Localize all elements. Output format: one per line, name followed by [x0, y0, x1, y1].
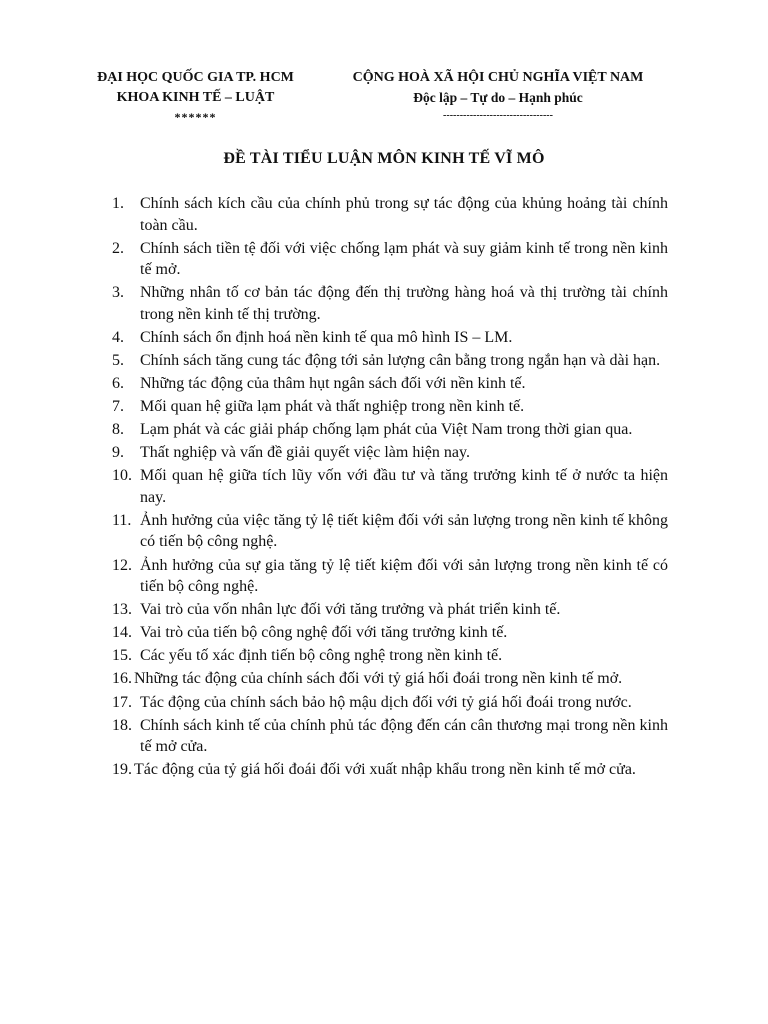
topic-text: Mối quan hệ giữa tích lũy vốn với đầu tư và tăng trưởng kinh tế ở nước ta hiện nay.: [140, 467, 668, 506]
topic-text: Ảnh hưởng của sự gia tăng tỷ lệ tiết kiệm đối với sản lượng trong nền kinh tế có tiến bộ công nghệ.: [140, 556, 668, 596]
faculty-name: KHOA KINH TẾ – LUẬT: [116, 90, 275, 105]
topic-number: 9.: [112, 444, 124, 462]
topic-number: 5.: [112, 351, 124, 369]
national-motto: Độc lập – Tự do – Hạnh phúc: [413, 90, 583, 105]
topic-number: 14.: [112, 624, 132, 642]
header-rule: ---------------------------------: [443, 110, 553, 121]
topic-item: [112, 759, 668, 781]
topic-item: [112, 692, 668, 714]
topic-text: Chính sách kích cầu của chính phủ trong sự tác động của khủng hoảng tài chính toàn cầu.: [140, 195, 668, 234]
topic-item: [112, 465, 668, 508]
topic-text: Tác động của chính sách bảo hộ mậu dịch đối với tỷ giá hối đoái trong nước.: [140, 693, 632, 711]
topic-number: 10.: [112, 467, 132, 485]
topic-number: 2.: [112, 239, 124, 257]
university-name: ĐẠI HỌC QUỐC GIA TP. HCM: [97, 70, 294, 85]
topic-number: 4.: [112, 328, 124, 346]
topic-item: [112, 396, 668, 418]
topic-number: 19.: [112, 761, 132, 779]
topic-item: [112, 419, 668, 441]
topic-item: [112, 555, 668, 598]
topic-text: Lạm phát và các giải pháp chống lạm phát của Việt Nam trong thời gian qua.: [140, 421, 633, 439]
header-stars: ******: [174, 110, 217, 124]
topic-text: Thất nghiệp và vấn đề giải quyết việc làm hiện nay.: [140, 444, 470, 462]
topic-number: 8.: [112, 421, 124, 439]
topic-number: 12.: [112, 556, 132, 574]
national-header: [338, 68, 658, 122]
topic-text: Vai trò của tiến bộ công nghệ đối với tăng trưởng kinh tế.: [140, 624, 508, 642]
topic-number: 16.: [112, 670, 132, 688]
topic-number: 18.: [112, 716, 132, 734]
document-title: ĐỀ TÀI TIỂU LUẬN MÔN KINH TẾ VĨ MÔ: [223, 150, 545, 167]
topic-number: 7.: [112, 398, 124, 416]
topic-number: 15.: [112, 647, 132, 665]
topic-text: Vai trò của vốn nhân lực đối với tăng trưởng và phát triển kinh tế.: [140, 601, 561, 619]
topic-item: [112, 668, 668, 690]
topic-number: 13.: [112, 601, 132, 619]
topic-text: Ảnh hưởng của việc tăng tỷ lệ tiết kiệm đối với sản lượng trong nền kinh tế không có tiến bộ công nghệ.: [140, 511, 668, 551]
topic-text: Mối quan hệ giữa lạm phát và thất nghiệp trong nền kinh tế.: [140, 398, 525, 416]
topic-text: Chính sách kinh tế của chính phủ tác động đến cán cân thương mại trong nền kinh tế mở cửa.: [140, 716, 668, 756]
topic-number: 6.: [112, 374, 124, 392]
topic-text: Tác động của tỷ giá hối đoái đối với xuất nhập khẩu trong nền kinh tế mở cửa.: [134, 761, 636, 779]
topic-item: [112, 715, 668, 758]
topic-text: Những tác động của chính sách đối với tỷ giá hối đoái trong nền kinh tế mở.: [134, 670, 623, 688]
topic-number: 11.: [112, 511, 132, 529]
topic-item: [112, 645, 668, 667]
topic-number: 3.: [112, 284, 124, 302]
topic-item: [112, 599, 668, 621]
topic-text: Chính sách tăng cung tác động tới sản lượng cân bằng trong ngắn hạn và dài hạn.: [140, 351, 661, 369]
topic-text: Chính sách tiền tệ đối với việc chống lạm phát và suy giảm kinh tế trong nền kinh tế mở.: [140, 239, 668, 279]
topic-text: Các yếu tố xác định tiến bộ công nghệ trong nền kinh tế.: [140, 647, 503, 665]
topic-item: [112, 282, 668, 325]
university-header: [88, 68, 303, 126]
topic-item: [112, 373, 668, 395]
topic-item: [112, 193, 668, 236]
topic-item: [112, 622, 668, 644]
topic-item: [112, 350, 668, 372]
topic-text: Những nhân tố cơ bản tác động đến thị trường hàng hoá và thị trường tài chính trong nền kinh tế thị trường.: [140, 284, 668, 323]
topic-text: Những tác động của thâm hụt ngân sách đối với nền kinh tế.: [140, 374, 526, 392]
topic-item: [112, 510, 668, 553]
topic-item: [112, 442, 668, 464]
topic-item: [112, 327, 668, 349]
topic-item: [112, 238, 668, 281]
country-name: CỘNG HOÀ XÃ HỘI CHỦ NGHĨA VIỆT NAM: [352, 70, 644, 85]
topic-number: 1.: [112, 195, 124, 212]
topic-number: 17.: [112, 693, 132, 711]
topic-text: Chính sách ổn định hoá nền kinh tế qua mô hình IS – LM.: [140, 328, 513, 346]
topic-list: [112, 193, 668, 782]
